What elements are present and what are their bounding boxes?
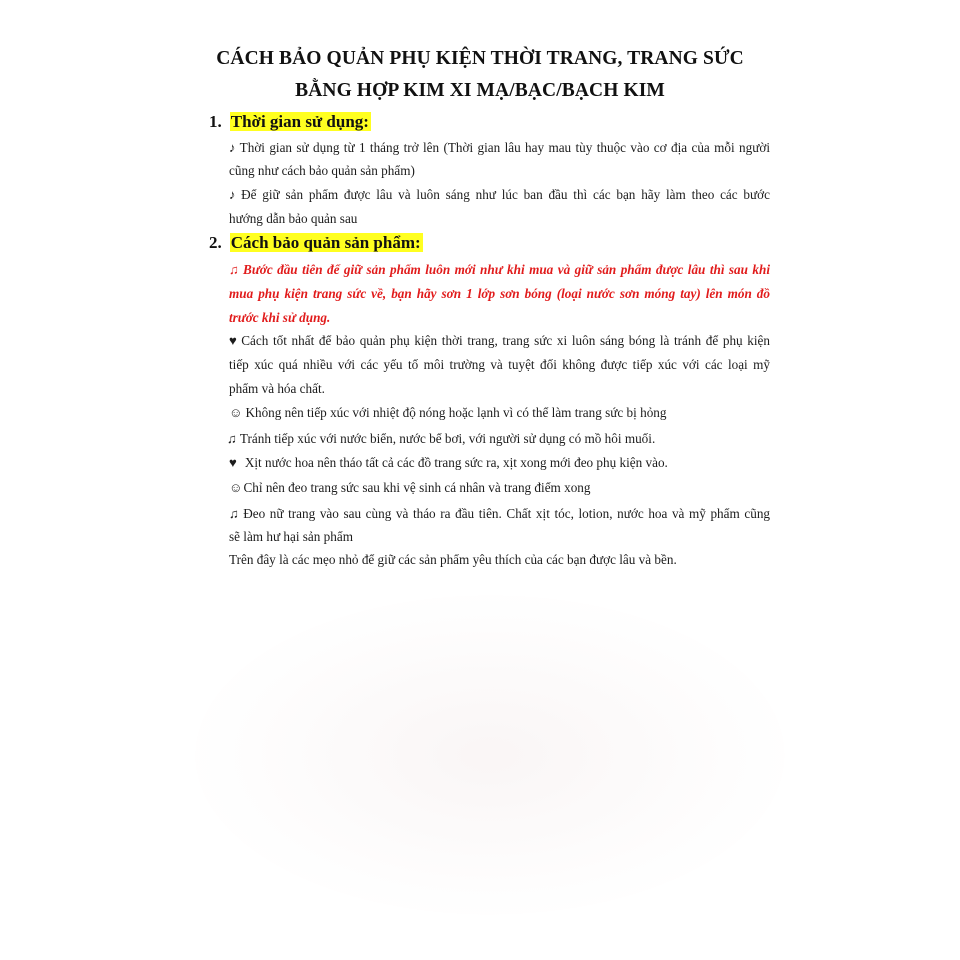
section-2-number: 2. <box>209 233 222 252</box>
smiley-icon: ☺ <box>229 480 243 495</box>
section-2-item-7-line-1: ♫ Đeo nữ trang vào sau cùng và tháo ra đầu tiên. Chất xịt tóc, lotion, nước hoa và mỹ phẩm cũng <box>229 506 771 521</box>
section-2-item-4: ♫ Tránh tiếp xúc với nước biển, nước bể bơi, với người sử dụng có mồ hôi muối. <box>227 431 656 446</box>
document-title-line-1: CÁCH BẢO QUẢN PHỤ KIỆN THỜI TRANG, TRANG SỨC <box>216 48 744 69</box>
beamed-notes-icon: ♫ <box>229 506 241 521</box>
section-1-heading <box>209 111 371 133</box>
section-1-item-1-line-2: cũng như cách bảo quản sản phẩm) <box>229 163 415 178</box>
section-2-item-1-line-3: trước khi sử dụng. <box>229 310 331 325</box>
section-1-item-1-line-1: ♪ Thời gian sử dụng từ 1 tháng trở lên (Thời gian lâu hay mau tùy thuộc vào cơ địa của mỗi người <box>229 140 770 155</box>
smiley-icon: ☺ <box>229 405 243 420</box>
document-title-line-2: BẰNG HỢP KIM XI MẠ/BẠC/BẠCH KIM <box>295 80 665 101</box>
section-2-heading <box>209 232 423 254</box>
section-2-title: Cách bảo quản sản phẩm: <box>230 233 421 252</box>
section-2-item-2-line-1: ♥ Cách tốt nhất để bảo quản phụ kiện thời trang, trang sức xi luôn sáng bóng là tránh để phụ kiện <box>229 333 770 348</box>
section-2-item-2-line-3: phẩm và hóa chất. <box>229 381 325 396</box>
heart-icon: ♥ <box>229 455 237 470</box>
eighth-note-icon: ♪ <box>229 140 237 155</box>
section-1-number: 1. <box>209 112 222 131</box>
section-2-item-1-line-2: mua phụ kiện trang sức về, bạn hãy sơn 1 lớp sơn bóng (loại nước sơn móng tay) lên món đồ <box>229 286 770 301</box>
eighth-note-icon: ♪ <box>229 187 239 202</box>
beamed-notes-icon: ♫ <box>229 262 241 277</box>
section-1-item-2-line-2: hướng dẫn bảo quản sau <box>229 211 358 226</box>
section-2-item-5: ♥ Xịt nước hoa nên tháo tất cả các đồ trang sức ra, xịt xong mới đeo phụ kiện vào. <box>229 455 668 470</box>
section-1-title: Thời gian sử dụng: <box>230 112 369 131</box>
section-2-item-1-line-1: ♫ Bước đầu tiên để giữ sản phẩm luôn mới như khi mua và giữ sản phẩm được lâu thì sau khi <box>229 262 771 277</box>
erased-area <box>195 595 785 915</box>
closing-remark: Trên đây là các mẹo nhỏ để giữ các sản phẩm yêu thích của các bạn được lâu và bền. <box>229 552 677 567</box>
section-2-item-7-line-2: sẽ làm hư hại sản phẩm <box>229 529 353 544</box>
beamed-notes-icon: ♫ <box>227 431 237 446</box>
section-2-item-2-line-2: tiếp xúc quá nhiều với các yếu tố môi trường và tuyệt đối không được tiếp xúc với các loại mỹ <box>229 357 770 372</box>
section-2-item-6: ☺Chỉ nên đeo trang sức sau khi vệ sinh cá nhân và trang điểm xong <box>229 480 591 495</box>
heart-icon: ♥ <box>229 333 239 348</box>
section-2-item-3: ☺ Không nên tiếp xúc với nhiệt độ nóng hoặc lạnh vì có thể làm trang sức bị hỏng <box>229 405 667 420</box>
section-1-item-2-line-1: ♪ Để giữ sản phẩm được lâu và luôn sáng như lúc ban đầu thì các bạn hãy làm theo các bước <box>229 187 770 202</box>
